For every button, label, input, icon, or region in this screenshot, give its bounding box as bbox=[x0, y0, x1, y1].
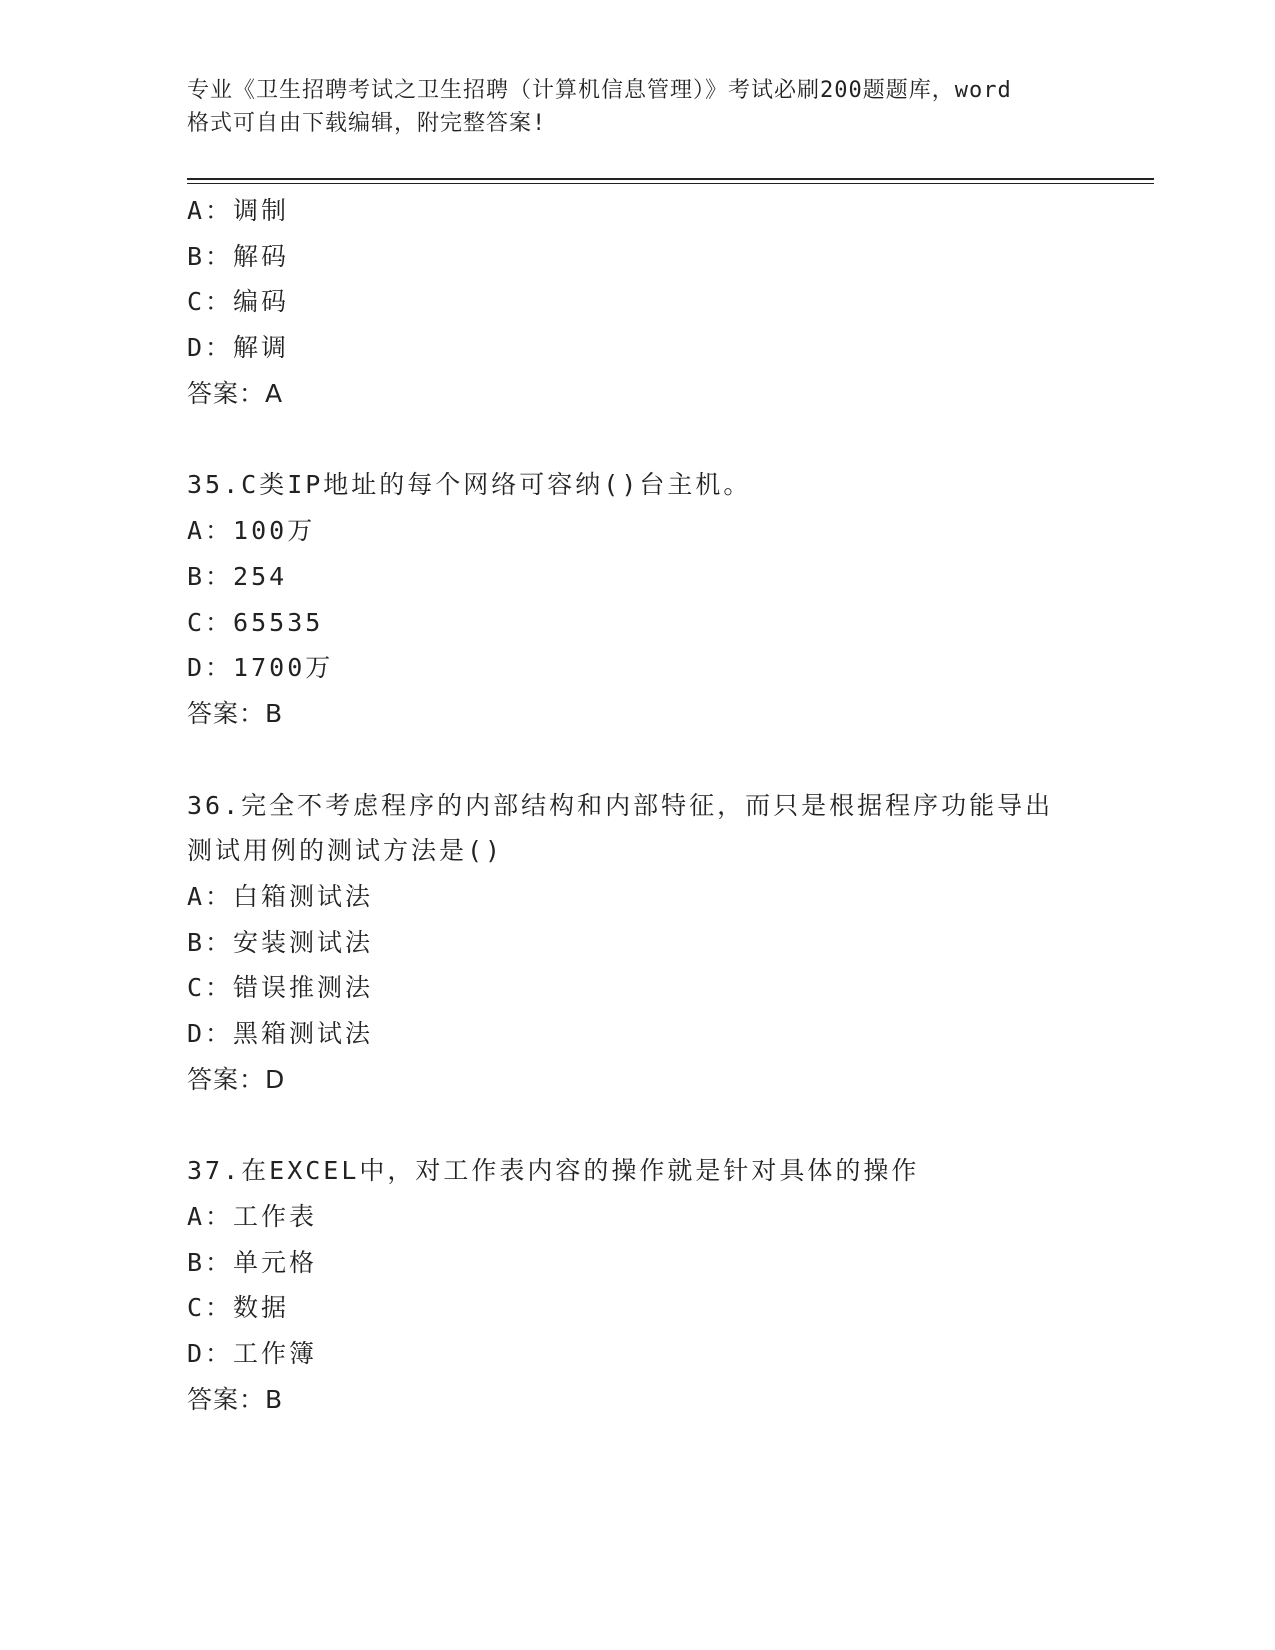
answer: 答案：A bbox=[187, 378, 284, 408]
document-header bbox=[187, 74, 1087, 140]
option-b: B：单元格 bbox=[187, 1247, 318, 1277]
question-34 bbox=[187, 188, 1087, 416]
option-a: A：100万 bbox=[187, 516, 316, 546]
option-a: A：工作表 bbox=[187, 1202, 318, 1232]
option-b: B：安装测试法 bbox=[187, 927, 374, 957]
question-text: 35.C类IP地址的每个网络可容纳()台主机。 bbox=[187, 470, 752, 500]
answer: 答案：B bbox=[187, 698, 284, 728]
question-text-line-2: 测试用例的测试方法是() bbox=[187, 836, 504, 866]
option-d: D：工作簿 bbox=[187, 1339, 318, 1369]
header-divider-thin bbox=[187, 183, 1154, 184]
option-c: C：数据 bbox=[187, 1293, 290, 1323]
option-d: D：黑箱测试法 bbox=[187, 1019, 374, 1048]
answer: 答案：D bbox=[187, 1064, 286, 1094]
question-37 bbox=[187, 1148, 1087, 1422]
option-d: D：1700万 bbox=[187, 653, 334, 683]
header-divider-thick bbox=[187, 178, 1154, 180]
header-line-1: 专业《卫生招聘考试之卫生招聘（计算机信息管理）》考试必刷200题题库，word bbox=[187, 78, 1012, 103]
option-a: A：白箱测试法 bbox=[187, 881, 374, 911]
question-text-line-1: 36.完全不考虑程序的内部结构和内部特征，而只是根据程序功能导出 bbox=[187, 790, 1054, 820]
question-35 bbox=[187, 462, 1087, 736]
question-list bbox=[187, 188, 1087, 1423]
header-line-2: 格式可自由下载编辑，附完整答案! bbox=[187, 111, 547, 136]
question-text: 37.在EXCEL中，对工作表内容的操作就是针对具体的操作 bbox=[187, 1156, 920, 1186]
option-a: A：调制 bbox=[187, 196, 290, 225]
answer: 答案：B bbox=[187, 1384, 284, 1414]
option-d: D：解调 bbox=[187, 333, 290, 363]
option-c: C：错误推测法 bbox=[187, 973, 374, 1003]
option-b: B：解码 bbox=[187, 241, 290, 271]
question-36 bbox=[187, 783, 1087, 1103]
option-c: C：编码 bbox=[187, 287, 290, 317]
option-c: C：65535 bbox=[187, 607, 324, 637]
option-b: B：254 bbox=[187, 561, 288, 591]
